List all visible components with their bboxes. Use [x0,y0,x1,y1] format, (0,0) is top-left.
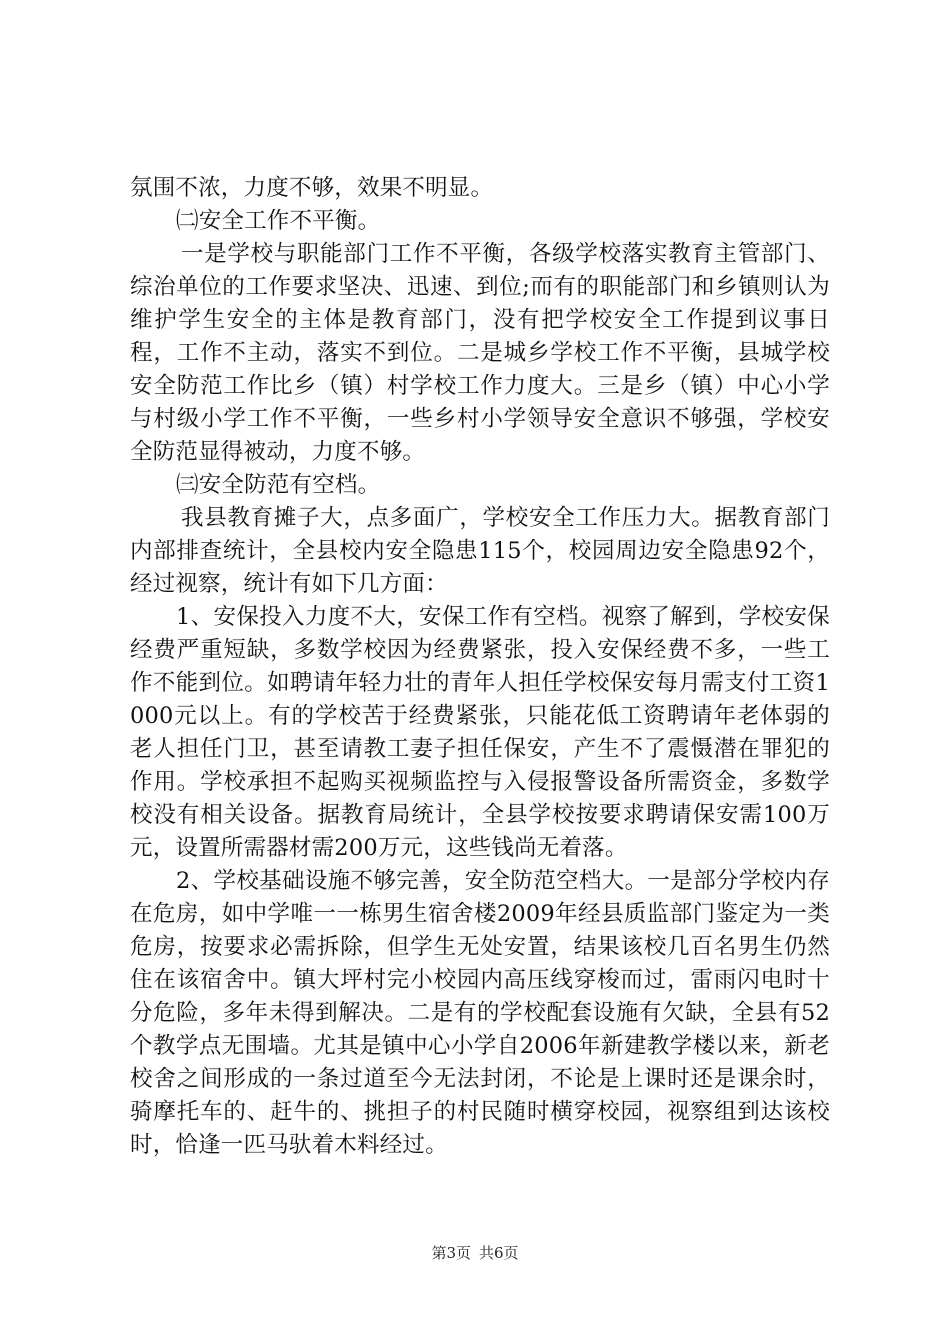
document-body [130,172,830,1162]
paragraph-infrastructure: 2、学校基础设施不够完善，安全防范空档大。一是部分学校内存在危房，如中学唯一一栋男生宿舍楼2009年经县质监部门鉴定为一类危房，按要求必需拆除，但学生无处安置，结果该校几百名男生仍然住在该宿舍中。镇大坪村完小校园内高压线穿梭而过，雷雨闪电时十分危险，多年未得到解决。二是有的学校配套设施有欠缺，全县有52个教学点无围墙。尤其是镇中心小学自2006年新建教学楼以来，新老校舍之间形成的一条过道至今无法封闭，不论是上课时还是课余时，骑摩托车的、赶牛的、挑担子的村民随时横穿校园，视察组到达该校时，恰逢一匹马驮着木料经过。 [130,868,830,1158]
paragraph-gaps-intro: 我县教育摊子大，点多面广，学校安全工作压力大。据教育部门内部排查统计，全县校内安全隐患115个，校园周边安全隐患92个，经过视察，统计有如下几方面： [130,505,830,597]
section-heading-gaps: ㈢安全防范有空档。 [176,472,381,498]
section-heading-imbalance: ㈡安全工作不平衡。 [176,208,381,234]
paragraph-imbalance: 一是学校与职能部门工作不平衡，各级学校落实教育主管部门、综治单位的工作要求坚决、迅速、到位;而有的职能部门和乡镇则认为维护学生安全的主体是教育部门，没有把学校安全工作提到议事日程，工作不主动，落实不到位。二是城乡学校工作不平衡，县城学校安全防范工作比乡（镇）村学校工作力度大。三是乡（镇）中心小学与村级小学工作不平衡，一些乡村小学领导安全意识不够强，学校安全防范显得被动，力度不够。 [130,241,830,465]
paragraph-continuation: 氛围不浓，力度不够，效果不明显。 [130,175,494,201]
page-number: 第3页 [431,1244,471,1262]
page-total: 共6页 [479,1244,519,1262]
paragraph-security-funding: 1、安保投入力度不大，安保工作有空档。视察了解到，学校安保经费严重短缺，多数学校因为经费紧张，投入安保经费不多，一些工作不能到位。如聘请年轻力壮的青年人担任学校保安每月需支付工资1000元以上。有的学校苦于经费紧张，只能花低工资聘请年老体弱的老人担任门卫，甚至请教工妻子担任保安，产生不了震慑潜在罪犯的作用。学校承担不起购买视频监控与入侵报警设备所需资金，多数学校没有相关设备。据教育局统计，全县学校按要求聘请保安需100万元，设置所需器材需200万元，这些钱尚无着落。 [130,604,830,861]
page-footer [0,1243,950,1263]
